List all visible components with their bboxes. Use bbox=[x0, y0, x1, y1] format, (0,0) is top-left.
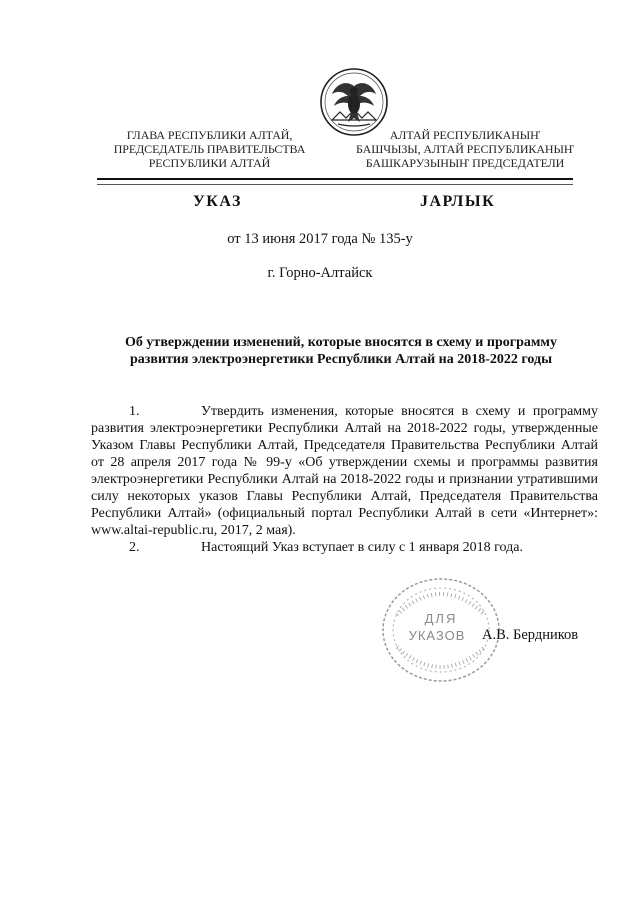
paragraph-number: 1. bbox=[129, 404, 140, 419]
header-left-line: РЕСПУБЛИКИ АЛТАЙ bbox=[148, 156, 271, 170]
header-right-line: БАШКАРУЗЫНЫҤ ПРЕДСЕДАТЕЛИ bbox=[365, 156, 565, 170]
stamp-line2: УКАЗОВ bbox=[408, 628, 466, 643]
paragraph-2 bbox=[91, 539, 598, 556]
document-title bbox=[96, 334, 586, 368]
header-left-line: ПРЕДСЕДАТЕЛЬ ПРАВИТЕЛЬСТВА bbox=[113, 142, 306, 156]
header-divider-thin bbox=[97, 184, 573, 185]
header-left bbox=[102, 128, 317, 170]
paragraph-text: Утвердить изменения, которые вносятся в схему и программу развития электроэнергетики Республики Алтай на 2018-2022 годы, утвержденные Указом Главы Республики Алтай, Председателя Правительства Республики Алтай от 28 апреля 2017 года № 99-у «Об утверждении схемы и программы развития электроэнергетики Республики Алтай на 2018-2022 годы и признании утратившими силу некоторых указов Главы Республики Алтай, Председателя Правительства Республики Алтай» (официальный портал Республики Алтай в сети «Интернет»: www.altai-republic.ru, 2017, 2 мая). bbox=[91, 404, 598, 538]
header-divider bbox=[97, 178, 573, 180]
document-date-number: от 13 июня 2017 года № 135-у bbox=[227, 231, 413, 247]
doc-type-russian: УКАЗ bbox=[193, 193, 242, 210]
stamp-line1: ДЛЯ bbox=[424, 611, 458, 626]
header-right-line: БАШЧЫЗЫ, АЛТАЙ РЕСПУБЛИКАНЫҤ bbox=[356, 142, 574, 156]
signatory-name: А.В. Бердников bbox=[482, 627, 579, 643]
title-line: Об утверждении изменений, которые вносятся в схему и программу bbox=[125, 335, 557, 350]
paragraph-number: 2. bbox=[129, 540, 140, 555]
paragraph-1 bbox=[91, 403, 598, 539]
document-body bbox=[91, 403, 598, 556]
header-left-line: ГЛАВА РЕСПУБЛИКИ АЛТАЙ, bbox=[126, 128, 293, 142]
paragraph-text: Настоящий Указ вступает в силу с 1 января 2018 года. bbox=[201, 540, 523, 555]
header-right-line: АЛТАЙ РЕСПУБЛИКАНЫҤ bbox=[389, 128, 541, 142]
doc-type-altai: JАРЛЫК bbox=[420, 193, 496, 210]
document-city: г. Горно-Алтайск bbox=[267, 265, 373, 281]
title-line: развития электроэнергетики Республики Алтай на 2018-2022 годы bbox=[129, 352, 553, 367]
header-right bbox=[345, 128, 585, 170]
